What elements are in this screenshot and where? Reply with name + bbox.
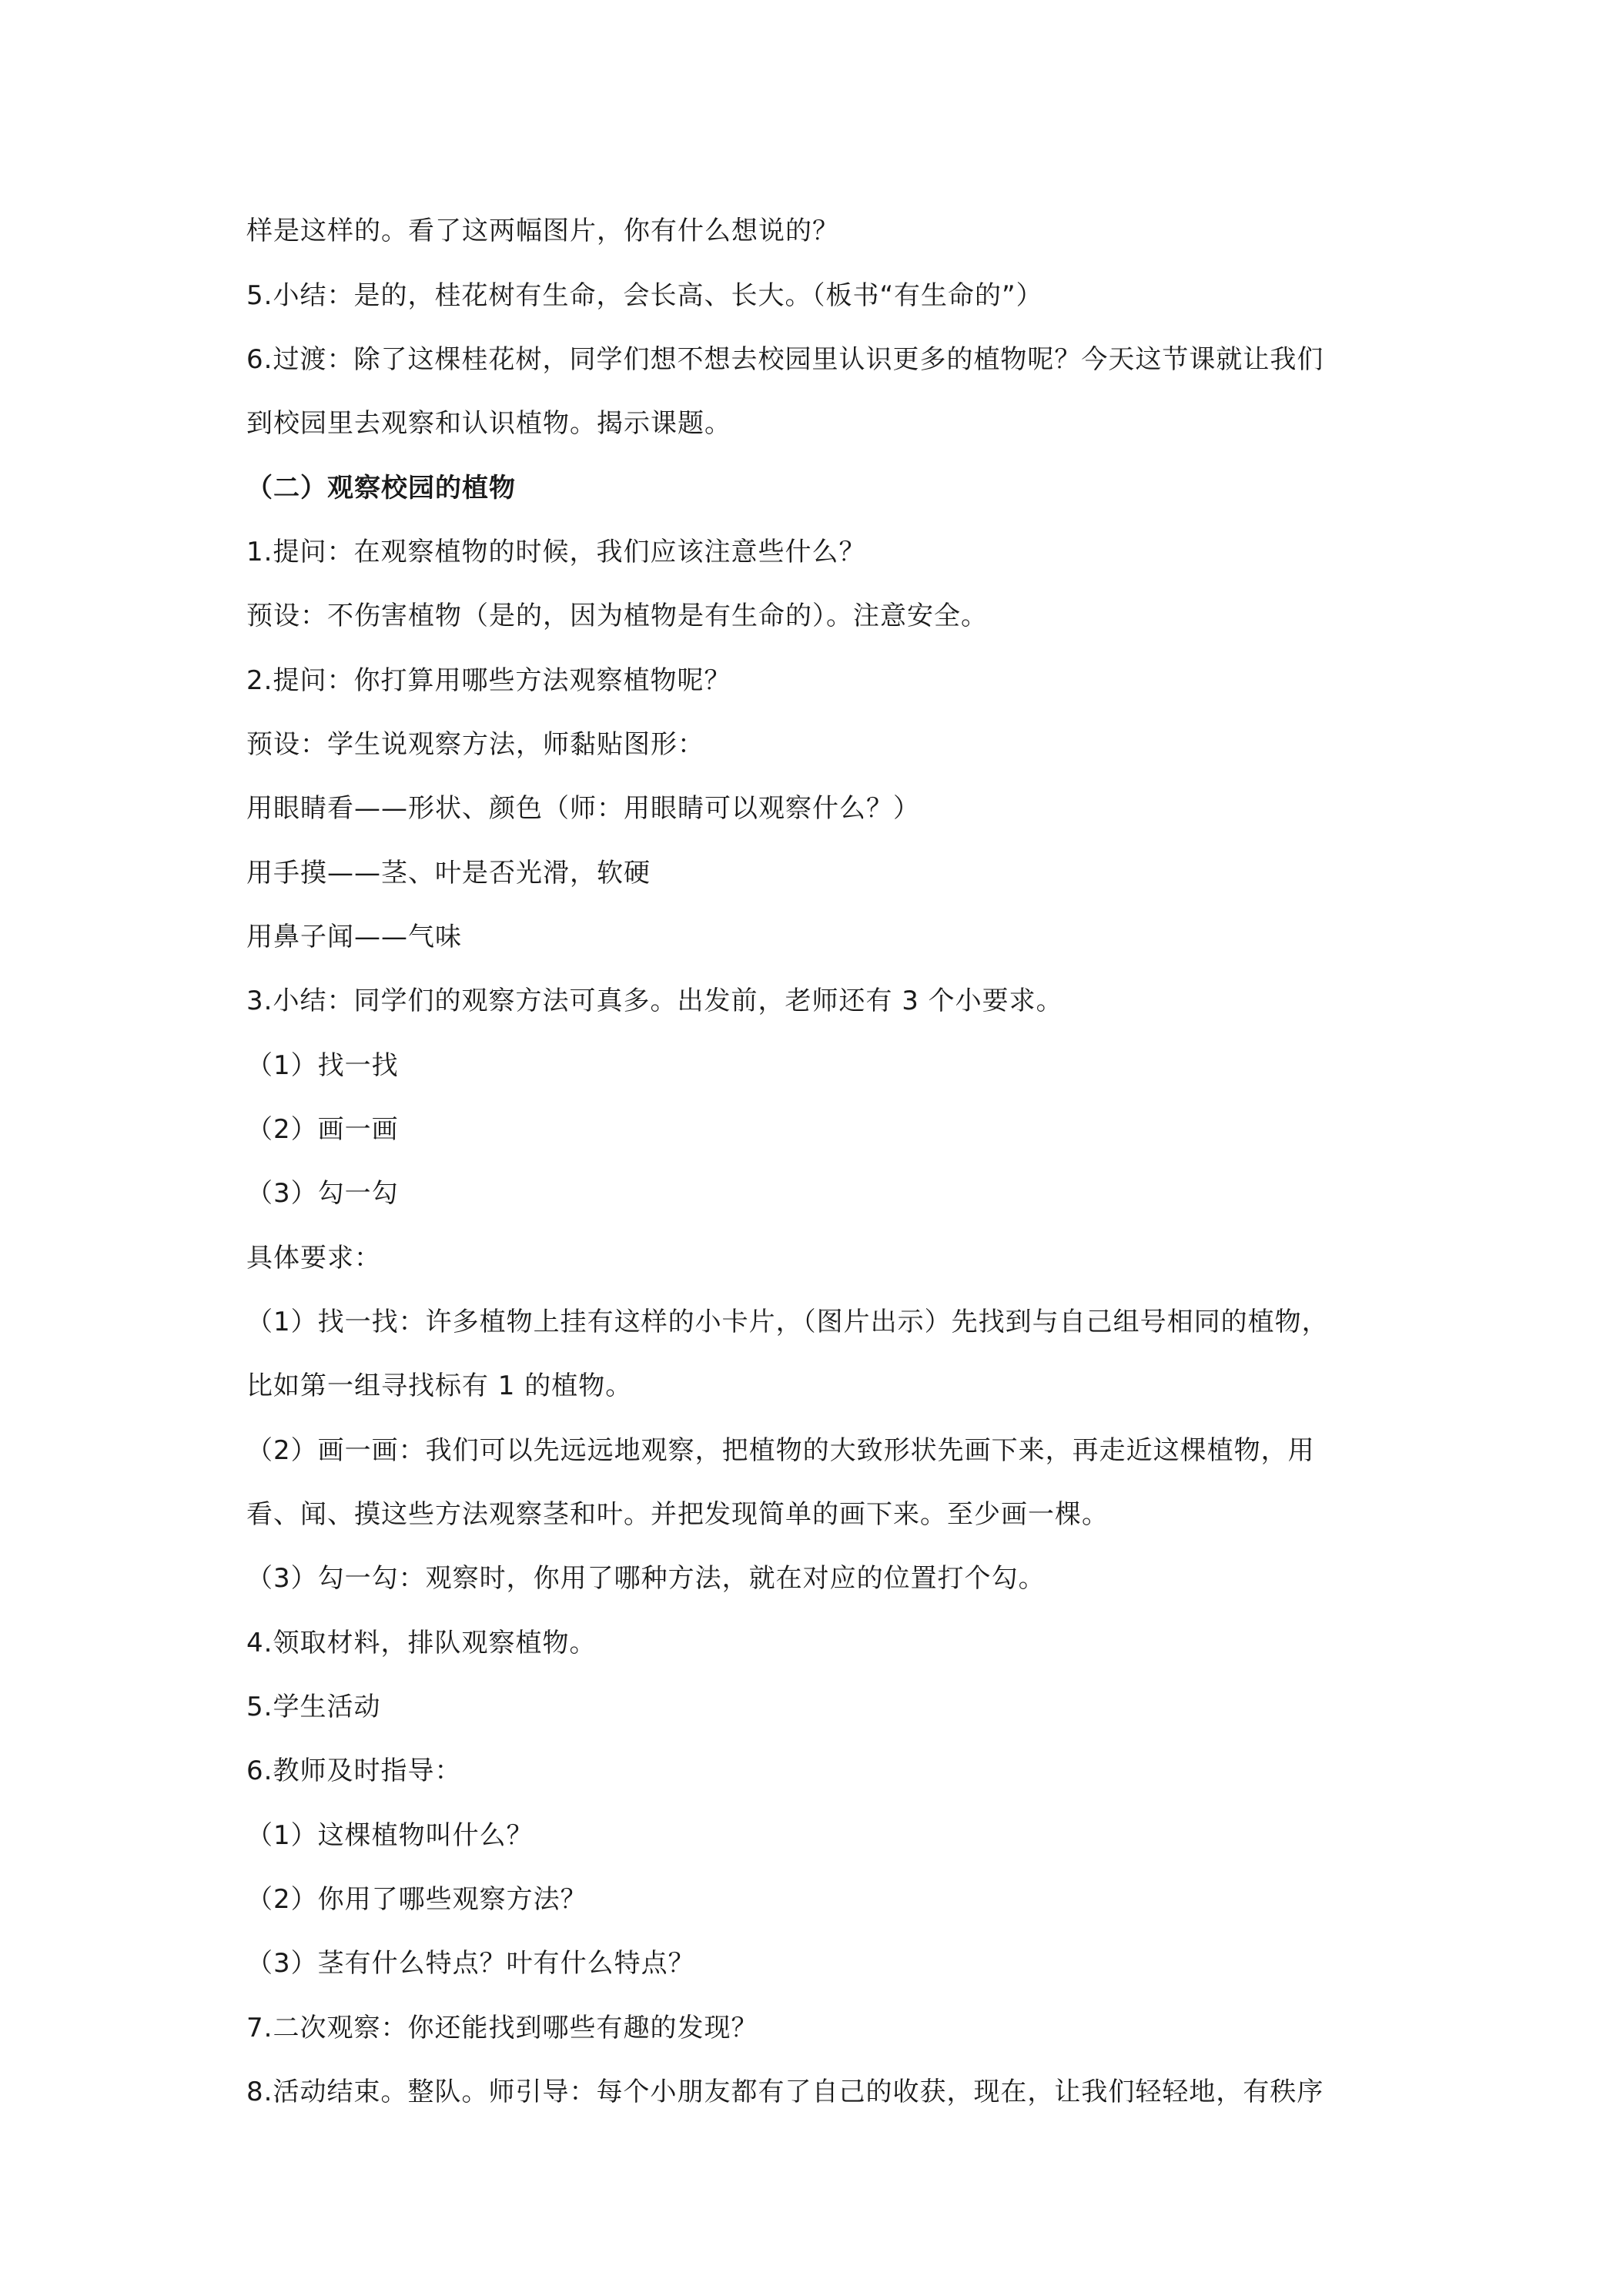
text-line: 用鼻子闻——气味 [246, 922, 462, 952]
text-line: 3.小结：同学们的观察方法可真多。出发前，老师还有 3 个小要求。 [246, 986, 1063, 1016]
text-line: （3）茎有什么特点？叶有什么特点？ [246, 1948, 695, 1979]
text-line: 预设：学生说观察方法，师黏贴图形： [246, 729, 704, 760]
text-line: 到校园里去观察和认识植物。揭示课题。 [246, 408, 731, 439]
text-line: （2）画一画 [246, 1114, 399, 1145]
text-line: 4.领取材料，排队观察植物。 [246, 1628, 597, 1658]
text-line: （2）你用了哪些观察方法？ [246, 1884, 587, 1915]
text-line: 用手摸——茎、叶是否光滑，软硬 [246, 858, 651, 889]
text-line: 6.过渡：除了这棵桂花树，同学们想不想去校园里认识更多的植物呢？今天这节课就让我们 [246, 344, 1324, 375]
text-line: （3）勾一勾 [246, 1178, 399, 1209]
text-line: 具体要求： [246, 1243, 381, 1274]
section-heading: （二）观察校园的植物 [246, 473, 516, 504]
text-line: 7.二次观察：你还能找到哪些有趣的发现？ [246, 2013, 758, 2043]
text-line: 5.小结：是的，桂花树有生命，会长高、长大。（板书“有生命的”） [246, 280, 1043, 311]
text-line: （1）找一找：许多植物上挂有这样的小卡片，（图片出示）先找到与自己组号相同的植物， [246, 1307, 1329, 1337]
text-line: 6.教师及时指导： [246, 1755, 462, 1786]
text-line: （1）找一找 [246, 1050, 399, 1081]
text-line: （1）这棵植物叫什么？ [246, 1820, 534, 1851]
text-line: （3）勾一勾：观察时，你用了哪种方法，就在对应的位置打个勾。 [246, 1563, 1046, 1594]
text-line: 样是这样的。看了这两幅图片，你有什么想说的？ [246, 216, 839, 246]
text-line: 5.学生活动 [246, 1692, 381, 1722]
text-line: 比如第一组寻找标有 1 的植物。 [246, 1371, 633, 1401]
text-line: 用眼睛看——形状、颜色（师：用眼睛可以观察什么？） [246, 793, 920, 824]
text-line: 8.活动结束。整队。师引导：每个小朋友都有了自己的收获，现在，让我们轻轻地，有秩序 [246, 2077, 1324, 2107]
text-line: （2）画一画：我们可以先远远地观察，把植物的大致形状先画下来，再走近这棵植物，用 [246, 1435, 1315, 1466]
text-line: 看、闻、摸这些方法观察茎和叶。并把发现简单的画下来。至少画一棵。 [246, 1499, 1109, 1530]
text-line: 1.提问：在观察植物的时候，我们应该注意些什么？ [246, 537, 866, 567]
text-line: 预设：不伤害植物（是的，因为植物是有生命的）。注意安全。 [246, 601, 988, 631]
text-line: 2.提问：你打算用哪些方法观察植物呢？ [246, 665, 731, 696]
